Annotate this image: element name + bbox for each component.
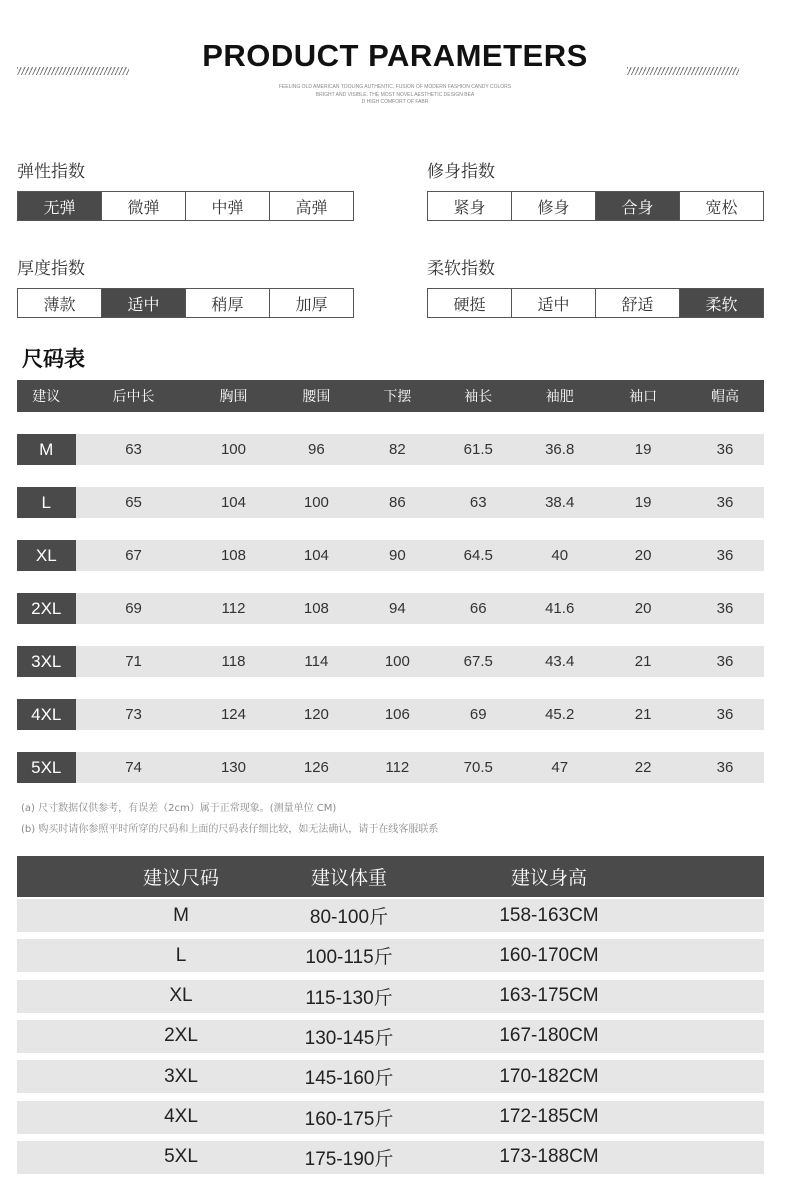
subtitle-line: FEELING OLD AMERICAN TOOLING AUTHENTIC. FUSION OF MODERN FASHION CANDY COLORS [278,84,512,90]
subtitle-line: BRIGHT AND VISIBLE. THE MOST NOVEL AESTHETIC DESIGN BEA [315,91,475,98]
size-table-header-cell: 袖口 [629,389,658,405]
size-table-cell: 66 [469,600,487,617]
size-table-cell: 69 [469,706,487,723]
size-table-cell: 104 [303,547,329,564]
size-table-cell: 120 [303,706,329,723]
size-table-cell: 71 [125,653,142,670]
size-table-row [17,752,764,783]
elasticity-index-label: 弹性指数 [17,162,85,182]
size-label: XL [17,540,76,571]
recommend-row [17,1101,764,1134]
recommend-cell: 163-175CM [499,985,599,1007]
size-table-cell: 112 [385,759,410,776]
recommend-cell: 173-188CM [499,1146,599,1168]
page-title: PRODUCT PARAMETERS [202,38,588,73]
size-table-cell: 100 [303,494,329,511]
size-table-cell: 69 [125,600,142,617]
size-table-cell: 36.8 [545,441,575,458]
elasticity-option: 无弹 [18,192,102,220]
recommend-cell: 158-163CM [499,904,599,926]
recommend-cell: 3XL [164,1065,198,1087]
size-table-cell: 36 [716,653,734,670]
size-label: 5XL [17,752,76,783]
softness-option: 硬挺 [428,289,512,317]
recommend-cell: 160-175斤 [304,1108,394,1130]
size-table-cell: 94 [388,600,406,617]
size-table-row [17,540,764,571]
size-table-cell: 21 [634,653,652,670]
recommend-row [17,1141,764,1174]
size-label: 4XL [17,699,76,730]
size-table-cell: 126 [303,759,329,776]
recommend-cell: 160-170CM [499,944,599,966]
size-table-row [17,487,764,518]
size-table-cell: 40 [551,547,569,564]
size-table-cell: 100 [220,441,246,458]
recommend-cell: L [175,944,187,966]
size-table-title: 尺码表 [22,347,85,371]
recommend-cell: 100-115斤 [305,947,393,969]
size-table-cell: 130 [220,759,246,776]
elasticity-option: 微弹 [102,192,186,220]
size-table-cell: 36 [716,759,734,776]
recommend-cell: XL [169,985,193,1007]
size-table-header-cell: 建议 [32,389,61,405]
recommend-cell: 130-145斤 [304,1027,394,1049]
size-label: 3XL [17,646,76,677]
recommend-cell: 167-180CM [499,1025,599,1047]
softness-index-options [427,288,764,318]
size-table-cell: 36 [716,600,734,617]
softness-index-label: 柔软指数 [427,259,495,279]
softness-option: 舒适 [596,289,680,317]
recommend-row [17,1060,764,1093]
size-table-cell: 21 [634,706,652,723]
size-table-cell: 20 [634,547,652,564]
recommend-cell: M [173,904,189,926]
recommend-header-cell: 建议体重 [310,867,387,889]
size-table-cell: 36 [716,706,734,723]
softness-option: 柔软 [680,289,763,317]
size-table-header [17,380,764,412]
subtitle [0,84,790,107]
recommend-header-cell: 建议尺码 [142,867,219,889]
size-table-row [17,434,764,465]
size-table-cell: 22 [634,759,652,776]
recommend-cell: 175-190斤 [304,1148,394,1170]
size-table-cell: 73 [125,706,142,723]
size-table-header-cell: 后中长 [112,389,155,405]
size-table-cell: 96 [308,441,325,458]
size-table-cell: 38.4 [545,494,575,511]
recommend-cell: 145-160斤 [304,1068,394,1090]
size-table-header-cell: 帽高 [710,389,739,405]
size-table-cell: 108 [303,600,329,617]
recommend-cell: 170-182CM [499,1065,599,1087]
fit-option: 修身 [512,192,596,220]
recommend-row [17,899,764,932]
size-table-cell: 86 [388,494,406,511]
recommend-table-header [17,856,764,897]
size-label: L [17,487,76,518]
fit-index-options [427,191,764,221]
fit-option: 合身 [596,192,680,220]
size-table-cell: 74 [125,759,142,776]
fit-option: 紧身 [428,192,512,220]
decorative-hatch-left [17,67,129,75]
size-table-cell: 20 [634,600,652,617]
fit-option: 宽松 [705,197,738,217]
size-table-cell: 90 [388,547,406,564]
thickness-index-options [17,288,354,318]
note-b: (b) 购买时请你参照平时所穿的尺码和上面的尺码表仔细比较，如无法确认，请于在线客服联系 [21,824,439,835]
thickness-option: 薄款 [18,289,102,317]
size-table-header-cell: 腰围 [302,389,331,405]
size-table-cell: 36 [716,441,734,458]
elasticity-option: 中弹 [186,192,270,220]
size-table-cell: 114 [304,653,329,670]
size-table-header-cell: 袖长 [464,389,493,405]
size-table-cell: 70.5 [463,759,493,776]
thickness-option: 加厚 [295,294,328,314]
size-table-cell: 19 [634,494,652,511]
size-table-cell: 43.4 [545,653,575,670]
size-table-cell: 118 [221,653,246,670]
size-table-header-cell: 胸围 [219,389,248,405]
subtitle-line: D HIGH COMFORT OF FABR [361,99,429,105]
size-table-cell: 41.6 [545,600,575,617]
size-table-cell: 63 [125,441,142,458]
size-table-cell: 106 [384,706,410,723]
size-table-cell: 100 [384,653,410,670]
size-table-cell: 124 [220,706,246,723]
recommend-row [17,939,764,972]
decorative-hatch-right [627,67,739,75]
size-table-header-cell: 下摆 [383,389,412,405]
size-table-row [17,646,764,677]
size-table-cell: 67.5 [463,653,493,670]
thickness-option: 适中 [102,289,186,317]
elasticity-index-options [17,191,354,221]
note-a: (a) 尺寸数据仅供参考，有误差（2cm）属于正常现象。(测量单位 CM) [21,803,337,814]
size-table-cell: 36 [716,494,734,511]
recommend-row [17,980,764,1013]
size-table-cell: 64.5 [463,547,493,564]
softness-option: 适中 [512,289,596,317]
size-table-row [17,699,764,730]
size-table-cell: 36 [716,547,734,564]
size-table-cell: 61.5 [463,441,493,458]
recommend-header-cell: 建议身高 [510,867,587,889]
recommend-row [17,1020,764,1053]
size-table-cell: 45.2 [545,706,575,723]
size-table-cell: 104 [220,494,246,511]
size-label: 2XL [17,593,76,624]
fit-index-label: 修身指数 [427,162,495,182]
size-table-cell: 108 [220,547,246,564]
size-table-cell: 65 [125,494,142,511]
size-table-header-cell: 袖肥 [545,389,574,405]
thickness-option: 稍厚 [186,289,270,317]
size-table-cell: 112 [221,600,246,617]
recommend-cell: 4XL [164,1106,198,1127]
size-table-cell: 47 [551,759,569,776]
elasticity-option: 高弹 [295,197,328,217]
recommend-cell: 5XL [164,1146,198,1168]
recommend-cell: 172-185CM [499,1106,599,1127]
recommend-cell: 115-130斤 [305,987,393,1009]
recommend-cell: 80-100斤 [309,907,389,928]
size-table-cell: 82 [388,441,406,458]
size-table-row [17,593,764,624]
thickness-index-label: 厚度指数 [17,259,85,279]
size-label: M [17,434,76,465]
size-table-cell: 67 [125,547,142,564]
recommend-cell: 2XL [164,1025,198,1047]
size-table-cell: 19 [634,441,652,458]
size-table-cell: 63 [469,494,487,511]
